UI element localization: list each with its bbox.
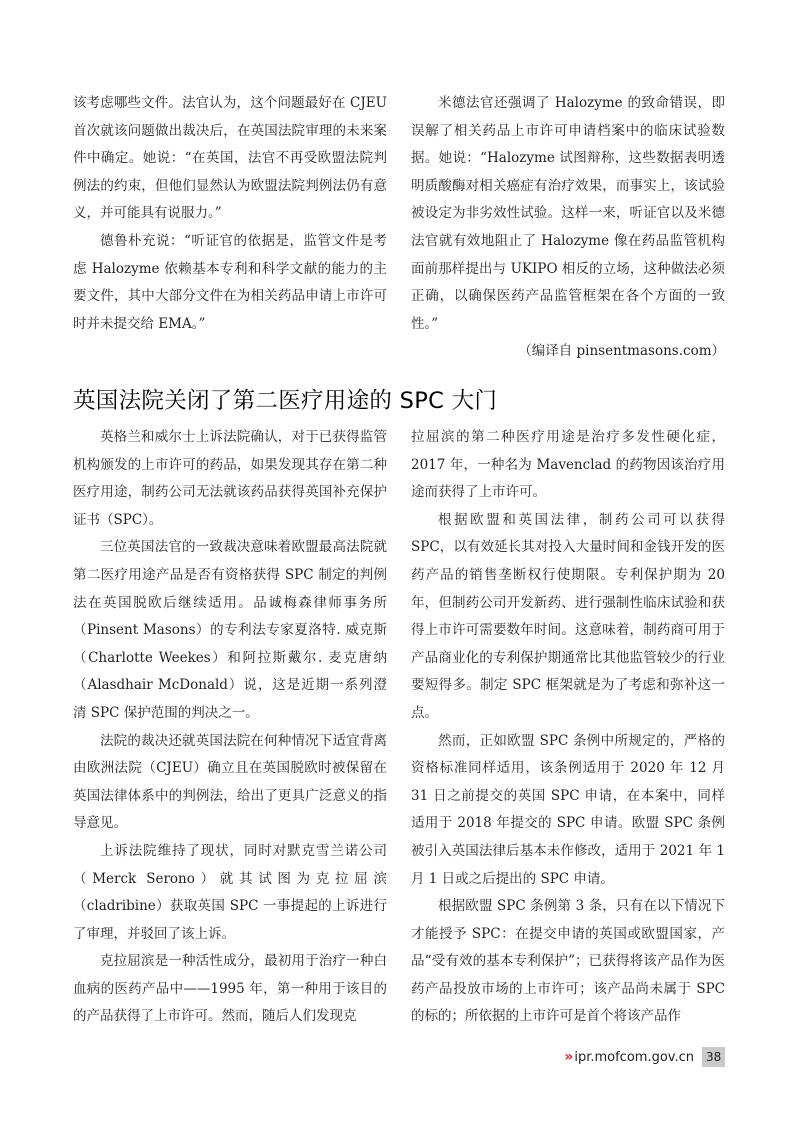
paragraph: 英格兰和威尔士上诉法院确认，对于已获得监管机构颁发的上市许可的药品，如果发现其存在第二种医疗用途，制药公司无法就该药品获得英国补充保护证书（SPC）。 — [73, 429, 387, 528]
source-credit: （编译自 pinsentmasons.com） — [518, 343, 725, 360]
paragraph: 德鲁朴充说：“听证官的依据是，监管文件是考虑 Halozyme 依赖基本专利和科学文献的能力的主要文件，其中大部分文件在为相关药品申请上市许可时并未提交给 EMA。” — [73, 232, 387, 332]
top-left-column — [73, 90, 387, 338]
article-right-column — [411, 424, 725, 1031]
page-number: 38 — [702, 1047, 725, 1067]
article-title: 英国法院关闭了第二医疗用途的 SPC 大门 — [73, 388, 498, 414]
paragraph: 上诉法院维持了现状，同时对默克雪兰诺公司（Merck Serono）就其试图为克拉屈滨（cladribine）获取英国 SPC 一事提起的上诉进行了审理，并驳回了该上诉。 — [73, 842, 387, 942]
website-url[interactable]: ipr.mofcom.gov.cn — [574, 1049, 694, 1065]
paragraph: 根据欧盟和英国法律，制药公司可以获得 SPC，以有效延长其对投入大量时间和金钱开发的医药产品的销售垄断权行使期限。专利保护期为 20 年，但制药公司开发新药、进行强制性临床试验和获得上市许可需要数年时间。这意味着，制药商可用于产品商业化的专利保护期通常比其他监管较少的行业要短得多。制定 SPC 框架就是为了考虑和弥补这一点。 — [411, 511, 725, 721]
paragraph — [411, 90, 725, 366]
paragraph: 拉屈滨的第二种医疗用途是治疗多发性硬化症，2017 年，一种名为 Mavenclad 的药物因该治疗用途而获得了上市许可。 — [411, 429, 725, 501]
paragraph: 根据欧盟 SPC 条例第 3 条，只有在以下情况下才能授予 SPC：在提交申请的英国或欧盟国家，产品“受有效的基本专利保护”；已获得将该产品作为医药产品投放市场的上市许可；该产品尚未属于 SPC 的标的；所依据的上市许可是首个将该产品作 — [411, 898, 725, 1025]
paragraph: 然而，正如欧盟 SPC 条例中所规定的，严格的资格标准同样适用，该条例适用于 2020 年 12 月 31 日之前提交的英国 SPC 申请，在本案中，同样适用于 2018 年提交的 SPC 申请。欧盟 SPC 条例被引入英国法律后基本未作修改，适用于 2021 年 1 月 1 日或之后提出的 SPC 申请。 — [411, 732, 725, 887]
page-footer — [564, 1045, 725, 1069]
paragraph-text: 米德法官还强调了 Halozyme 的致命错误，即误解了相关药品上市许可申请档案中的临床试验数据。她说：“Halozyme 试图辩称，这些数据表明透明质酸酶对相关癌症有治疗效果，而事实上，该试验被设定为非劣效性试验。这样一来，听证官以及米德法官就有效地阻止了 Halozyme 像在药品监管机构面前那样提出与 UKIPO 相反的立场，这种做法必须正确，以确保医药产品监管框架在各个方面的一致性。” — [411, 95, 725, 332]
paragraph: 法院的裁决还就英国法院在何种情况下适宜背离由欧洲法院（CJEU）确立且在英国脱欧时被保留在英国法律体系中的判例法，给出了更具广泛意义的指导意见。 — [73, 732, 387, 832]
article-left-column — [73, 424, 387, 1031]
double-chevron-right-icon: » — [564, 1049, 572, 1065]
paragraph: 三位英国法官的一致裁决意味着欧盟最高法院就第二医疗用途产品是否有资格获得 SPC 制定的判例法在英国脱欧后继续适用。品诚梅森律师事务所（Pinsent Masons）的专利法专家夏洛特. 威克斯（Charlotte Weekes）和阿拉斯戴尔. 麦克唐纳（Alasdhair McDonald）说，这是近期一系列澄清 SPC 保护范围的判决之一。 — [73, 539, 387, 721]
paragraph: 克拉屈滨是一种活性成分，最初用于治疗一种白血病的医药产品中——1995 年，第一种用于该目的的产品获得了上市许可。然而，随后人们发现克 — [73, 953, 387, 1025]
top-right-column — [411, 90, 725, 366]
paragraph: 该考虑哪些文件。法官认为，这个问题最好在 CJEU 首次就该问题做出裁决后，在英国法院审理的未来案件中确定。她说：“在英国，法官不再受欧盟法院判例法的约束，但他们显然认为欧盟法院判例法仍有意义，并可能具有说服力。” — [73, 95, 387, 222]
